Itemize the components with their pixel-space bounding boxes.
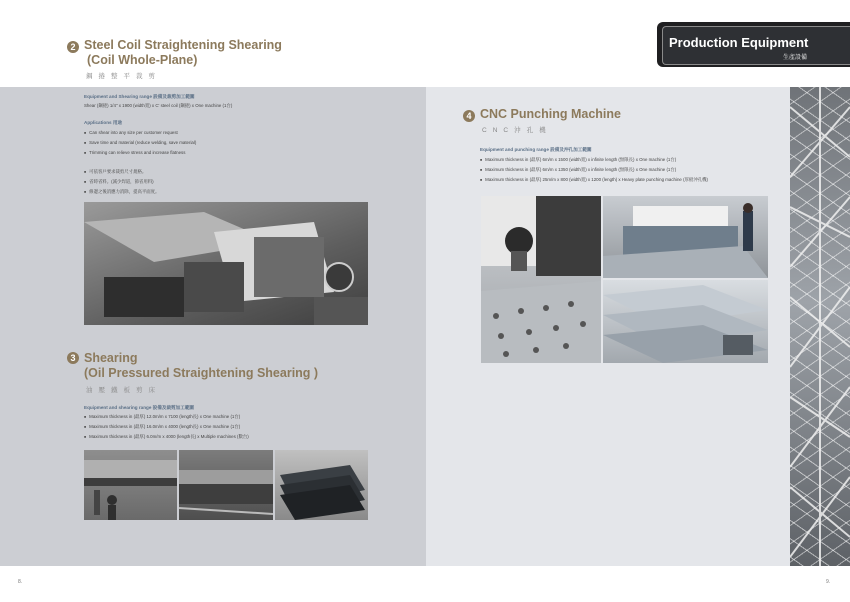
punched-plates-illustration <box>603 280 768 363</box>
section-4-subtitle-cn: CNC沖孔機 <box>482 127 552 134</box>
steel-structure-photo <box>790 87 850 566</box>
section-4-range-label: Equipment and punching range 設備及沖孔加工範圍 <box>480 147 592 152</box>
section-2-title-line1: Steel Coil Straightening Shearing <box>84 38 282 52</box>
plates-illustration <box>275 450 368 520</box>
cnc-punch-closeup-photo <box>481 196 601 363</box>
truss-illustration <box>790 87 850 566</box>
list-item: ■ Maximum thickness in (最厚) 12.0m/m x 7100 (length長) x One machine (1台) <box>84 412 249 422</box>
list-item: ■ 省時省料。(減少焊道，節省用料) <box>84 177 159 187</box>
left-page-number: 8. <box>18 579 23 585</box>
list-item: ■ Save time and material (reduce welding, save material) <box>84 138 196 148</box>
machine-illustration <box>84 202 368 325</box>
list-item: ■ 修邊之後消應力消除，提高平面度。 <box>84 187 159 197</box>
section-2-applications-label: Applications 用途 <box>84 120 123 125</box>
list-item: ■ Maximum thickness in (最厚) 6m/m x 1350 (width寬) x infinite length (無限長) x One machine (1台) <box>480 165 708 175</box>
section-3-list <box>84 412 249 443</box>
section-2-subtitle-cn: 鋼捲整平裁剪 <box>86 73 161 80</box>
shearing-illustration-1 <box>84 450 177 520</box>
shearing-illustration-2 <box>179 450 273 520</box>
cnc-machine-operator-photo <box>603 196 768 278</box>
list-item: ■ Maximum thickness in (最厚) 6m/m x 1500 (width寬) x infinite length (無限長) x One machine (1台) <box>480 155 708 165</box>
section-2-applications-list <box>84 128 196 159</box>
section-3-title-line1: Shearing <box>84 351 138 365</box>
section-2-number: 2 <box>67 41 79 53</box>
list-item: ■ Maximum thickness in (最厚) 25m/m x 800 (width寬) x 1200 (length) x Heavy plate punching machine (厚板沖孔機) <box>480 175 708 185</box>
header-title: Production Equipment <box>669 35 809 50</box>
operator-illustration <box>603 196 768 278</box>
list-item: ■ Maximum thickness in (最厚) 16.0m/m x 4000 (length長) x One machine (1台) <box>84 422 249 432</box>
section-4-list <box>480 155 708 186</box>
shearing-photo-1 <box>84 450 177 520</box>
right-page-number: 9. <box>826 579 831 585</box>
section-3-number: 3 <box>67 352 79 364</box>
punch-illustration <box>481 196 601 363</box>
section-2-title-line2: (Coil Whole-Plane) <box>87 53 198 67</box>
steel-plates-photo <box>275 450 368 520</box>
section-3-title-line2: (Oil Pressured Straightening Shearing ) <box>84 366 319 380</box>
section-4-number: 4 <box>463 110 475 122</box>
coil-shearing-machine-photo <box>84 202 368 325</box>
section-3-range-label: Equipment and shearing range 設備及裁剪加工範圍 <box>84 405 195 410</box>
section-3-subtitle-cn: 油壓鐵板剪床 <box>86 387 161 394</box>
list-item: ■ 可依客戶要求裁剪尺寸規格。 <box>84 167 159 177</box>
punched-plates-photo <box>603 280 768 363</box>
list-item: ■ Can shear into any size per customer request <box>84 128 196 138</box>
list-item: ■ Maximum thickness in (最厚) 6.0m/m x 4000 (length長) x Multiple machines (數台) <box>84 432 249 442</box>
section-4-title: CNC Punching Machine <box>480 107 621 121</box>
shearing-photo-2 <box>179 450 273 520</box>
header-subtitle: 生產設備 <box>783 55 808 61</box>
section-2-range-text: Shear (鋼捲) 1/4" x 1900 (width寬) x C' steel coil (鋼捲) x One machine (1台) <box>84 103 233 108</box>
section-2-range-label: Equipment and Shearing range 設備及裁剪加工範圍 <box>84 94 195 99</box>
section-2-applications-cn-list <box>84 167 159 198</box>
list-item: ■ Trimming can relieve stress and increase flatness <box>84 148 196 158</box>
